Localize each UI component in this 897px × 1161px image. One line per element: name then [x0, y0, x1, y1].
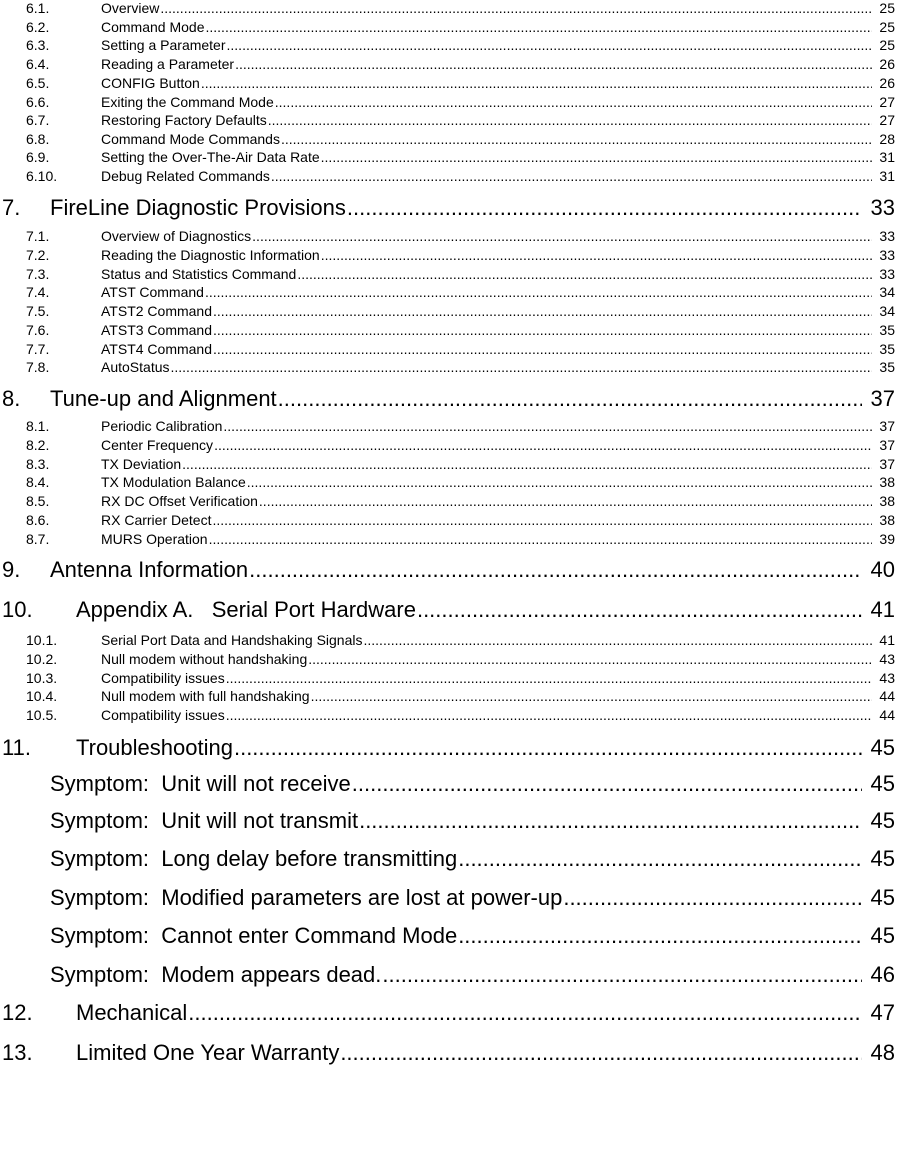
toc-entry-title: Symptom: Modified parameters are lost at power-up [50, 885, 563, 910]
toc-entry-number: 6.5. [26, 75, 50, 91]
toc-entry-page: 35 [879, 341, 895, 357]
dot-leader [182, 456, 872, 472]
toc-entry-page: 45 [870, 885, 895, 910]
toc-entry-title: TX Modulation Balance [101, 474, 246, 490]
toc-entry-title: ATST3 Command [101, 322, 212, 338]
toc-entry-page: 47 [870, 1000, 895, 1025]
dot-leader [188, 1000, 862, 1026]
toc-entry[interactable] [0, 19, 897, 36]
toc-entry-page: 25 [879, 37, 895, 53]
toc-entry[interactable] [0, 651, 897, 668]
dot-leader [234, 735, 862, 761]
toc-entry[interactable] [0, 418, 897, 435]
toc-entry-title: CONFIG Button [101, 75, 200, 91]
toc-entry-title: Symptom: Unit will not transmit [50, 808, 359, 833]
toc-entry[interactable] [0, 75, 897, 92]
toc-entry[interactable] [0, 493, 897, 510]
toc-entry-number: 8.6. [26, 512, 50, 528]
toc-entry-title: Overview of Diagnostics [101, 228, 252, 244]
dot-leader [382, 962, 862, 988]
toc-entry[interactable] [0, 962, 897, 990]
dot-leader [209, 531, 872, 547]
toc-entry-title: Antenna Information [50, 557, 249, 582]
toc-entry-page: 43 [879, 651, 895, 667]
toc-entry[interactable] [0, 94, 897, 111]
toc-entry-page: 33 [879, 247, 895, 263]
toc-entry[interactable] [0, 168, 897, 185]
dot-leader [214, 437, 872, 453]
toc-entry[interactable] [0, 670, 897, 687]
toc-entry-page: 35 [879, 322, 895, 338]
dot-leader [271, 168, 872, 184]
toc-entry-number: 7.2. [26, 247, 50, 263]
toc-entry-title: ATST2 Command [101, 303, 212, 319]
toc-entry-page: 41 [870, 597, 895, 622]
toc-entry-page: 33 [879, 228, 895, 244]
dot-leader [213, 303, 872, 319]
dot-leader [223, 418, 872, 434]
toc-entry-page: 35 [879, 359, 895, 375]
toc-entry-page: 37 [879, 418, 895, 434]
toc-entry[interactable] [0, 149, 897, 166]
toc-entry[interactable] [0, 112, 897, 129]
toc-entry[interactable] [0, 359, 897, 376]
toc-entry-number: 10.1. [26, 632, 58, 648]
toc-entry-title: ATST4 Command [101, 341, 212, 357]
toc-entry-number: 8. [2, 386, 21, 411]
dot-leader [226, 707, 872, 723]
toc-entry-number: 6.3. [26, 37, 50, 53]
toc-entry-page: 27 [879, 112, 895, 128]
toc-entry-number: 7.6. [26, 322, 50, 338]
toc-entry-number: 6.7. [26, 112, 50, 128]
toc-entry-number: 8.4. [26, 474, 50, 490]
toc-entry-number: 6.4. [26, 56, 50, 72]
toc-entry-page: 40 [870, 557, 895, 582]
dot-leader [321, 247, 872, 263]
toc-entry-number: 6.10. [26, 168, 58, 184]
dot-leader [308, 651, 872, 667]
toc-entry-number: 6.6. [26, 94, 50, 110]
toc-entry[interactable] [0, 632, 897, 649]
toc-entry-title: Periodic Calibration [101, 418, 223, 434]
toc-entry[interactable] [0, 131, 897, 148]
toc-entry-title: Symptom: Unit will not receive [50, 771, 351, 796]
toc-entry[interactable] [0, 923, 897, 951]
toc-entry-title: Mechanical [76, 1000, 188, 1025]
toc-entry-page: 37 [879, 437, 895, 453]
dot-leader [249, 557, 862, 583]
toc-entry-title: Null modem with full handshaking [101, 688, 310, 704]
toc-entry[interactable] [0, 735, 897, 763]
toc-entry[interactable] [0, 303, 897, 320]
dot-leader [212, 512, 872, 528]
dot-leader [213, 322, 872, 338]
toc-entry-title: Serial Port Data and Handshaking Signals [101, 632, 363, 648]
dot-leader [171, 359, 873, 375]
dot-leader [201, 75, 872, 91]
toc-entry-page: 33 [879, 266, 895, 282]
dot-leader [359, 808, 862, 834]
toc-entry-title: Status and Statistics Command [101, 266, 297, 282]
toc-entry[interactable] [0, 386, 897, 414]
toc-entry[interactable] [0, 771, 897, 799]
toc-entry-number: 13. [2, 1040, 33, 1065]
toc-entry-page: 25 [879, 19, 895, 35]
toc-entry-page: 45 [870, 923, 895, 948]
toc-entry[interactable] [0, 688, 897, 705]
toc-entry[interactable] [0, 266, 897, 283]
toc-entry[interactable] [0, 1040, 897, 1068]
toc-entry-number: 11. [2, 735, 31, 760]
toc-entry-number: 6.2. [26, 19, 50, 35]
dot-leader [160, 0, 872, 16]
toc-entry-number: 9. [2, 557, 21, 582]
toc-entry-page: 25 [879, 0, 895, 16]
toc-entry-number: 8.2. [26, 437, 50, 453]
toc-entry-title: RX DC Offset Verification [101, 493, 258, 509]
toc-entry-number: 10. [2, 597, 33, 622]
dot-leader [278, 386, 862, 412]
toc-entry-title: Tune-up and Alignment [50, 386, 277, 411]
toc-entry-title: Reading the Diagnostic Information [101, 247, 320, 263]
toc-entry-title: AutoStatus [101, 359, 170, 375]
toc-entry-number: 7.3. [26, 266, 50, 282]
toc-entry-number: 6.9. [26, 149, 50, 165]
toc-entry-number: 7. [2, 195, 21, 220]
toc-entry[interactable] [0, 1000, 897, 1028]
toc-entry-page: 28 [879, 131, 895, 147]
toc-entry-number: 8.7. [26, 531, 50, 547]
toc-entry-page: 31 [879, 168, 895, 184]
toc-entry[interactable] [0, 512, 897, 529]
dot-leader [227, 37, 872, 53]
toc-entry-title: Limited One Year Warranty [76, 1040, 340, 1065]
toc-entry-number: 7.7. [26, 341, 50, 357]
dot-leader [297, 266, 872, 282]
toc-entry-page: 26 [879, 56, 895, 72]
toc-entry-page: 45 [870, 846, 895, 871]
toc-entry-title: TX Deviation [101, 456, 182, 472]
toc-entry-title: Troubleshooting [76, 735, 233, 760]
toc-entry-title: Null modem without handshaking [101, 651, 308, 667]
toc-entry-title: Debug Related Commands [101, 168, 270, 184]
toc-entry[interactable] [0, 284, 897, 301]
toc-entry[interactable] [0, 437, 897, 454]
toc-entry-number: 10.3. [26, 670, 58, 686]
toc-entry-page: 37 [879, 456, 895, 472]
toc-entry-page: 44 [879, 707, 895, 723]
toc-entry-title: Command Mode [101, 19, 205, 35]
toc-entry-title: Setting a Parameter [101, 37, 226, 53]
toc-entry-title: Restoring Factory Defaults [101, 112, 267, 128]
toc-entry-page: 27 [879, 94, 895, 110]
toc-entry[interactable] [0, 195, 897, 223]
dot-leader [352, 771, 862, 797]
toc-entry-page: 34 [879, 303, 895, 319]
toc-entry[interactable] [0, 557, 897, 585]
toc-entry-number: 6.1. [26, 0, 50, 16]
toc-entry-number: 7.4. [26, 284, 50, 300]
toc-entry-number: 8.5. [26, 493, 50, 509]
toc-entry-title: ATST Command [101, 284, 204, 300]
toc-entry-page: 39 [879, 531, 895, 547]
dot-leader [563, 885, 862, 911]
toc-entry[interactable] [0, 228, 897, 245]
dot-leader [205, 284, 872, 300]
toc-entry[interactable] [0, 322, 897, 339]
dot-leader [458, 846, 862, 872]
toc-entry-page: 45 [870, 771, 895, 796]
dot-leader [259, 493, 872, 509]
toc-entry[interactable] [0, 341, 897, 358]
toc-entry-title: Setting the Over-The-Air Data Rate [101, 149, 320, 165]
toc-entry[interactable] [0, 456, 897, 473]
toc-entry[interactable] [0, 808, 897, 836]
toc-entry[interactable] [0, 597, 897, 625]
toc-entry[interactable] [0, 56, 897, 73]
toc-entry-title: FireLine Diagnostic Provisions [50, 195, 346, 220]
toc-entry-page: 34 [879, 284, 895, 300]
toc-entry-page: 38 [879, 474, 895, 490]
toc-entry-page: 48 [870, 1040, 895, 1065]
toc-entry-page: 44 [879, 688, 895, 704]
dot-leader [252, 228, 872, 244]
dot-leader [458, 923, 862, 949]
toc-entry-title: Reading a Parameter [101, 56, 235, 72]
toc-entry-page: 46 [870, 962, 895, 987]
toc-entry-title: Symptom: Long delay before transmitting [50, 846, 458, 871]
toc-entry-page: 45 [870, 735, 895, 760]
dot-leader [213, 341, 872, 357]
dot-leader [235, 56, 872, 72]
dot-leader [340, 1040, 862, 1066]
dot-leader [247, 474, 872, 490]
toc-entry-title: MURS Operation [101, 531, 208, 547]
toc-entry[interactable] [0, 474, 897, 491]
toc-entry-number: 8.1. [26, 418, 50, 434]
toc-entry-title: Command Mode Commands [101, 131, 280, 147]
toc-entry-page: 38 [879, 512, 895, 528]
toc-entry-title: Symptom: Cannot enter Command Mode [50, 923, 458, 948]
dot-leader [268, 112, 872, 128]
toc-entry-page: 31 [879, 149, 895, 165]
toc-entry[interactable] [0, 707, 897, 724]
toc-entry-title: Compatibility issues [101, 670, 225, 686]
toc-entry-number: 12. [2, 1000, 33, 1025]
dot-leader [206, 19, 873, 35]
toc-entry-number: 8.3. [26, 456, 50, 472]
dot-leader [275, 94, 872, 110]
toc-entry-title: Compatibility issues [101, 707, 225, 723]
toc-entry-number: 10.5. [26, 707, 58, 723]
toc-entry-page: 45 [870, 808, 895, 833]
toc-entry-page: 41 [879, 632, 895, 648]
toc-entry[interactable] [0, 531, 897, 548]
toc-entry-title: Symptom: Modem appears dead. [50, 962, 382, 987]
toc-entry-page: 37 [870, 386, 895, 411]
toc-entry-page: 26 [879, 75, 895, 91]
toc-entry-number: 7.5. [26, 303, 50, 319]
toc-entry-title: Exiting the Command Mode [101, 94, 274, 110]
dot-leader [226, 670, 872, 686]
toc-entry-number: 10.4. [26, 688, 58, 704]
toc-entry[interactable] [0, 0, 897, 17]
toc-entry-number: 10.2. [26, 651, 58, 667]
toc-entry-title: Overview [101, 0, 160, 16]
toc-entry[interactable] [0, 885, 897, 913]
toc-entry[interactable] [0, 247, 897, 264]
dot-leader [281, 131, 872, 147]
toc-entry-title: Center Frequency [101, 437, 214, 453]
dot-leader [311, 688, 872, 704]
dot-leader [364, 632, 873, 648]
toc-entry-page: 38 [879, 493, 895, 509]
dot-leader [321, 149, 872, 165]
toc-entry-page: 43 [879, 670, 895, 686]
dot-leader [417, 597, 862, 623]
toc-entry-number: 7.8. [26, 359, 50, 375]
toc-entry-page: 33 [870, 195, 895, 220]
toc-entry-title: Appendix A. Serial Port Hardware [76, 597, 416, 622]
toc-entry-title: RX Carrier Detect [101, 512, 212, 528]
toc-entry-number: 6.8. [26, 131, 50, 147]
toc-entry[interactable] [0, 846, 897, 874]
toc-entry[interactable] [0, 37, 897, 54]
dot-leader [347, 195, 862, 221]
toc-entry-number: 7.1. [26, 228, 50, 244]
